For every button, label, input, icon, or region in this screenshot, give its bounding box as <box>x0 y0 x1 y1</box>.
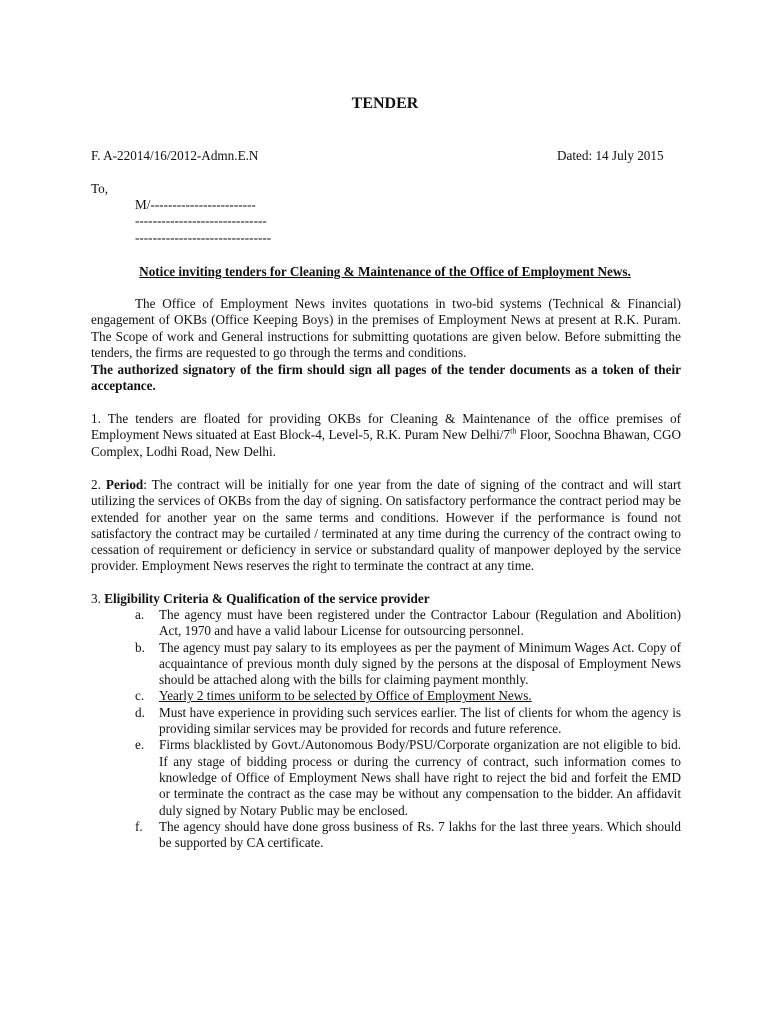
list-item <box>91 705 681 738</box>
list-item-text: The agency must pay salary to its employees as per the payment of Minimum Wages Act. Copy of acquaintance of previous month duly signed by the persons at the disposal of Employment News should be attached along with the bills for claiming payment monthly. <box>159 639 681 688</box>
list-item-text: The agency must have been registered under the Contractor Labour (Regulation and Abolition) Act, 1970 and have a valid labour License for outsourcing personnel. <box>159 607 681 639</box>
list-item <box>91 688 681 704</box>
address-line: ------------------------------- <box>135 230 272 245</box>
list-item-text: Firms blacklisted by Govt./Autonomous Body/PSU/Corporate organization are not eligible to bid. If any stage of bidding process or during the currency of contract, such information comes to knowledge of Office of Employment News shall have right to reject the bid and forfeit the EMD or terminate the contract as the case may be without any compensation to the bidder. An affidavit duly signed by Notary Public may be enclosed. <box>159 737 681 818</box>
clause-2-period <box>91 477 681 575</box>
clause-2-heading: Period <box>105 477 144 492</box>
clause-2-number: 2. <box>91 477 106 492</box>
clause-3-heading <box>91 591 681 607</box>
clause-1-premises <box>91 411 681 460</box>
clause-3-number: 3. <box>91 591 105 606</box>
list-item-label: a. <box>135 607 145 622</box>
authorized-signatory-note: The authorized signatory of the firm should sign all pages of the tender documents as a token of their acceptance. <box>91 362 681 394</box>
intro-paragraph: The Office of Employment News invites quotations in two-bid systems (Technical & Financial) engagement of OKBs (Office Keeping Boys) in the premises of Employment News at present at R.K. Puram. The Scope of work and General instructions for submitting quotations are given below. Before submitting the tenders, the firms are requested to go through the terms and conditions. <box>91 296 681 360</box>
eligibility-criteria-list <box>91 607 681 851</box>
list-item-label: c. <box>135 688 145 704</box>
document-date: Dated: 14 July 2015 <box>557 148 664 163</box>
address-line: ------------------------------ <box>135 213 267 228</box>
list-item-label: f. <box>135 818 143 834</box>
reference-number: F. A-22014/16/2012-Admn.E.N <box>91 148 259 163</box>
list-item <box>91 640 681 689</box>
clause-1-text: 1. The tenders are floated for providing OKBs for Cleaning & Maintenance of the office premises of Employment News situated at East Block-4, Level-5, R.K. Puram New Delhi/7 <box>91 411 681 443</box>
clause-2-text: : The contract will be initially for one year from the date of signing of the contract and will start utilizing the services of OKBs from the day of signing. On satisfactory performance the contract period may be extended for another year on the same terms and conditions. However if the performance is found not satisfactory the contract may be curtailed / terminated at any time during the currency of the contract owing to cessation of requirement or deficiency in service or substandard quality of manpower deployed by the service provider. Employment News reserves the right to terminate the contract at any time. <box>91 477 682 574</box>
addressee-salutation: To, <box>91 181 109 196</box>
address-line: M/------------------------ <box>135 197 256 212</box>
list-item-label: d. <box>135 704 145 720</box>
list-item-text: The agency should have done gross business of Rs. 7 lakhs for the last three years. Which should be supported by CA certificate. <box>159 818 681 851</box>
list-item <box>91 737 681 818</box>
clause-1-text-cont: Floor, Soochna Bhawan, CGO Complex, Lodhi Road, New Delhi. <box>91 427 681 459</box>
notice-subject: Notice inviting tenders for Cleaning & Maintenance of the Office of Employment News. <box>139 264 631 279</box>
list-item-text: Yearly 2 times uniform to be selected by Office of Employment News. <box>159 688 532 704</box>
list-item-label: b. <box>135 639 145 655</box>
list-item-label: e. <box>135 737 145 753</box>
list-item <box>91 819 681 852</box>
ordinal-suffix: th <box>510 426 517 436</box>
list-item-text: Must have experience in providing such services earlier. The list of clients for whom the agency is providing similar services may be provided for records and future reference. <box>159 704 681 737</box>
document-title: TENDER <box>351 95 419 112</box>
list-item <box>91 607 681 640</box>
clause-3-title: Eligibility Criteria & Qualification of the service provider <box>104 591 430 606</box>
